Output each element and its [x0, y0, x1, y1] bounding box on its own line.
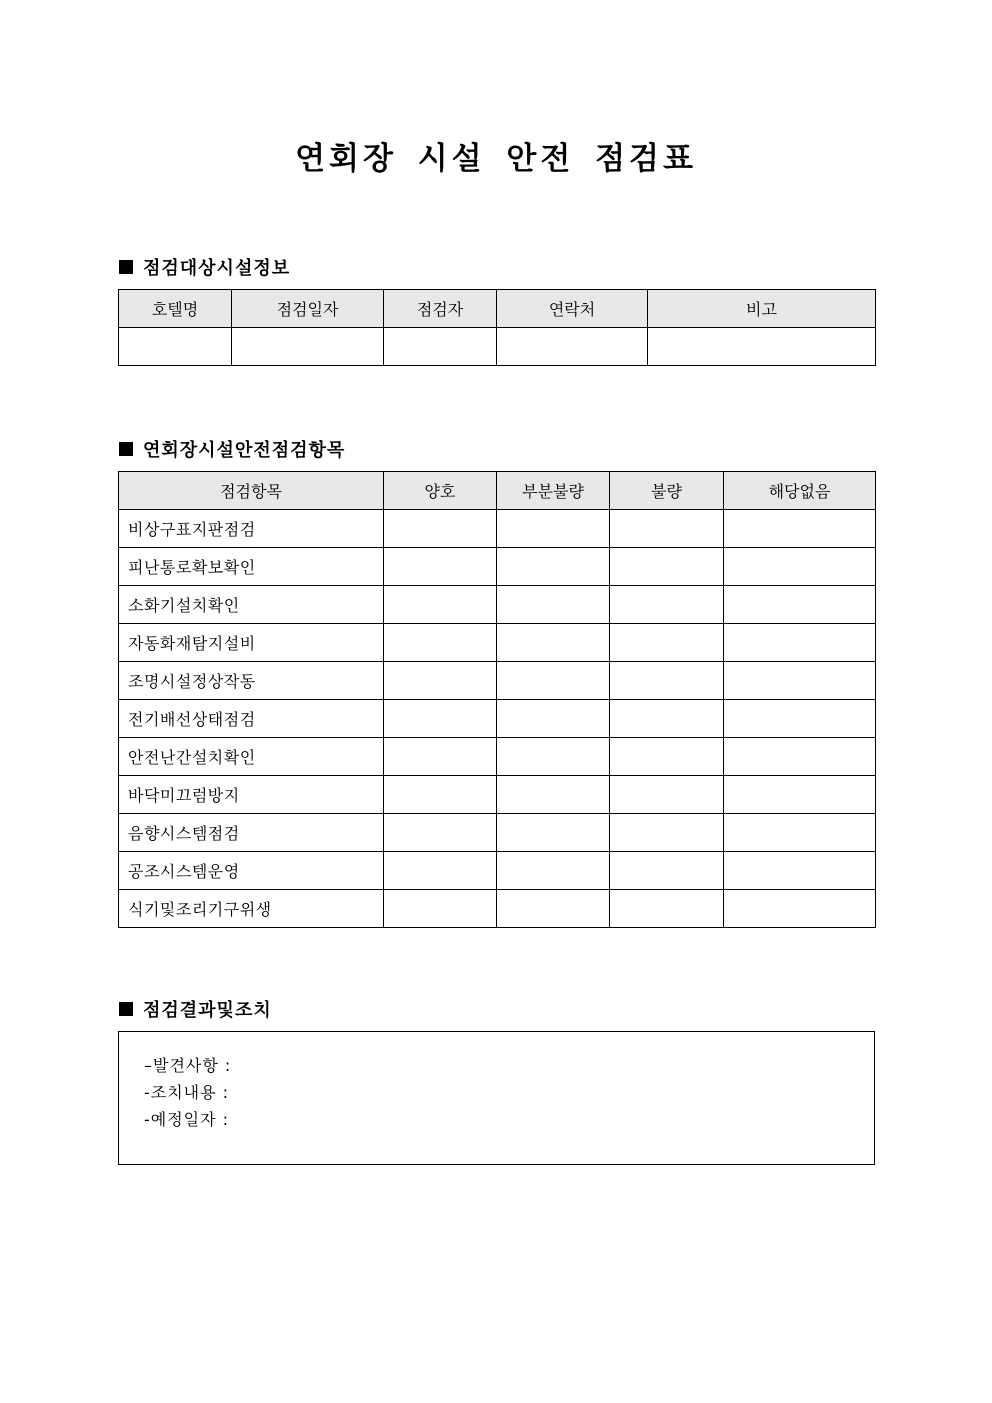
- partial-defect-cell[interactable]: [497, 700, 610, 738]
- column-header-defect: 불량: [610, 472, 724, 510]
- defect-cell[interactable]: [610, 662, 724, 700]
- not-applicable-cell[interactable]: [724, 700, 876, 738]
- findings-line: –발견사항 :: [144, 1056, 232, 1075]
- partial-defect-cell[interactable]: [497, 510, 610, 548]
- checklist-item-label: 공조시스템운영: [119, 852, 384, 890]
- table-row: [119, 700, 876, 738]
- table-row: [119, 814, 876, 852]
- defect-cell[interactable]: [610, 548, 724, 586]
- not-applicable-cell[interactable]: [724, 776, 876, 814]
- column-header-good: 양호: [384, 472, 497, 510]
- good-cell[interactable]: [384, 586, 497, 624]
- not-applicable-cell[interactable]: [724, 548, 876, 586]
- defect-cell[interactable]: [610, 510, 724, 548]
- results-box[interactable]: [118, 1031, 875, 1165]
- checklist-item-label: 조명시설정상작동: [119, 662, 384, 700]
- table-header-row: [119, 290, 876, 328]
- table-row: [119, 586, 876, 624]
- good-cell[interactable]: [384, 738, 497, 776]
- partial-defect-cell[interactable]: [497, 852, 610, 890]
- not-applicable-cell[interactable]: [724, 662, 876, 700]
- defect-cell[interactable]: [610, 738, 724, 776]
- checklist-item-label: 피난통로확보확인: [119, 548, 384, 586]
- section-heading-facility-info: [119, 254, 290, 280]
- good-cell[interactable]: [384, 814, 497, 852]
- partial-defect-cell[interactable]: [497, 814, 610, 852]
- good-cell[interactable]: [384, 776, 497, 814]
- checklist-item-label: 비상구표지판점검: [119, 510, 384, 548]
- remarks-field[interactable]: [648, 328, 876, 366]
- column-header-hotel-name: 호텔명: [119, 290, 232, 328]
- partial-defect-cell[interactable]: [497, 776, 610, 814]
- results-lines: [144, 1052, 231, 1133]
- section-heading-label: 점검대상시설정보: [143, 258, 291, 279]
- defect-cell[interactable]: [610, 852, 724, 890]
- column-header-contact: 연락처: [497, 290, 648, 328]
- facility-info-table: [118, 289, 876, 366]
- contact-field[interactable]: [497, 328, 648, 366]
- checklist-item-label: 자동화재탐지설비: [119, 624, 384, 662]
- table-row: [119, 890, 876, 928]
- defect-cell[interactable]: [610, 890, 724, 928]
- defect-cell[interactable]: [610, 586, 724, 624]
- not-applicable-cell[interactable]: [724, 738, 876, 776]
- checklist-item-label: 전기배선상태점검: [119, 700, 384, 738]
- inspector-field[interactable]: [384, 328, 497, 366]
- table-row: [119, 776, 876, 814]
- partial-defect-cell[interactable]: [497, 890, 610, 928]
- scheduled-date-line: -예정일자 :: [144, 1110, 230, 1129]
- not-applicable-cell[interactable]: [724, 852, 876, 890]
- good-cell[interactable]: [384, 510, 497, 548]
- not-applicable-cell[interactable]: [724, 814, 876, 852]
- not-applicable-cell[interactable]: [724, 624, 876, 662]
- checklist-item-label: 식기및조리기구위생: [119, 890, 384, 928]
- partial-defect-cell[interactable]: [497, 624, 610, 662]
- column-header-remarks: 비고: [648, 290, 876, 328]
- defect-cell[interactable]: [610, 814, 724, 852]
- checklist-item-label: 음향시스템점검: [119, 814, 384, 852]
- section-heading-label: 점검결과및조치: [143, 1000, 272, 1021]
- column-header-item: 점검항목: [119, 472, 384, 510]
- defect-cell[interactable]: [610, 624, 724, 662]
- table-row: [119, 738, 876, 776]
- partial-defect-cell[interactable]: [497, 662, 610, 700]
- square-bullet-icon: [119, 260, 133, 274]
- good-cell[interactable]: [384, 852, 497, 890]
- column-header-partial-defect: 부분불량: [497, 472, 610, 510]
- table-row: [119, 328, 876, 366]
- checklist-item-label: 바닥미끄럼방지: [119, 776, 384, 814]
- hotel-name-field[interactable]: [119, 328, 232, 366]
- table-row: [119, 624, 876, 662]
- defect-cell[interactable]: [610, 776, 724, 814]
- partial-defect-cell[interactable]: [497, 586, 610, 624]
- column-header-not-applicable: 해당없음: [724, 472, 876, 510]
- table-row: [119, 662, 876, 700]
- good-cell[interactable]: [384, 624, 497, 662]
- square-bullet-icon: [119, 1002, 133, 1016]
- section-heading-checklist: [119, 436, 345, 462]
- good-cell[interactable]: [384, 662, 497, 700]
- section-heading-label: 연회장시설안전점검항목: [143, 440, 346, 461]
- safety-checklist-table: [118, 471, 876, 928]
- page-title: 연회장 시설 안전 점검표: [295, 141, 697, 177]
- inspection-date-field[interactable]: [232, 328, 384, 366]
- not-applicable-cell[interactable]: [724, 510, 876, 548]
- section-heading-results: [119, 996, 272, 1022]
- square-bullet-icon: [119, 442, 133, 456]
- actions-line: -조치내용 :: [144, 1083, 230, 1102]
- partial-defect-cell[interactable]: [497, 738, 610, 776]
- not-applicable-cell[interactable]: [724, 586, 876, 624]
- column-header-inspector: 점검자: [384, 290, 497, 328]
- defect-cell[interactable]: [610, 700, 724, 738]
- table-row: [119, 852, 876, 890]
- partial-defect-cell[interactable]: [497, 548, 610, 586]
- good-cell[interactable]: [384, 890, 497, 928]
- checklist-item-label: 안전난간설치확인: [119, 738, 384, 776]
- table-row: [119, 548, 876, 586]
- column-header-inspection-date: 점검일자: [232, 290, 384, 328]
- checklist-item-label: 소화기설치확인: [119, 586, 384, 624]
- not-applicable-cell[interactable]: [724, 890, 876, 928]
- good-cell[interactable]: [384, 548, 497, 586]
- good-cell[interactable]: [384, 700, 497, 738]
- table-header-row: [119, 472, 876, 510]
- table-row: [119, 510, 876, 548]
